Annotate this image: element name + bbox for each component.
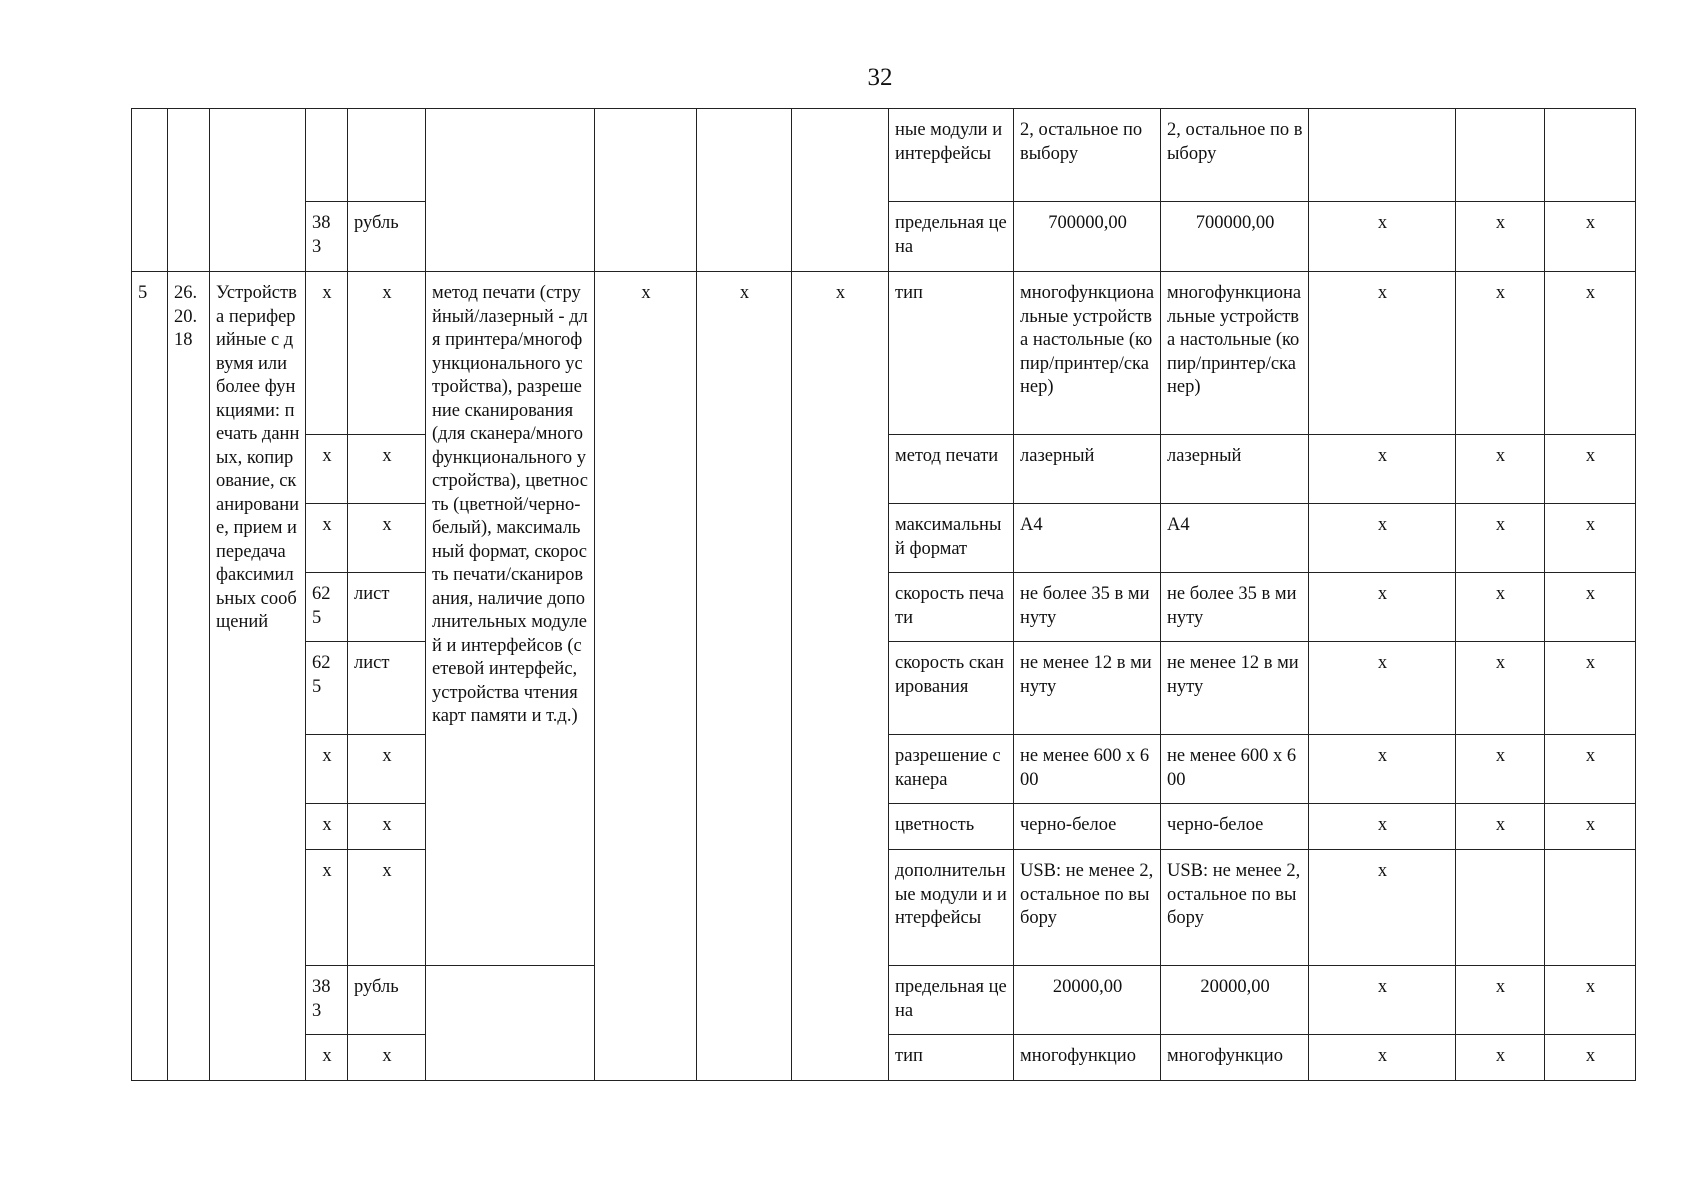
cell-x1: х — [1309, 735, 1456, 804]
cell-value-2: А4 — [1161, 504, 1309, 573]
cell-value-1: USB: не менее 2, остальное по выбору — [1014, 850, 1161, 966]
cell-unit: х — [348, 804, 426, 850]
cell-x1: х — [1309, 1035, 1456, 1081]
cell-code: х — [306, 504, 348, 573]
cell-value-2: лазерный — [1161, 435, 1309, 504]
cell-value-2: не менее 600 х 600 — [1161, 735, 1309, 804]
cell-unit — [348, 109, 426, 202]
cell-x2: х — [1456, 504, 1545, 573]
cell-value-1: 700000,00 — [1014, 202, 1161, 272]
cell-x3: х — [1545, 966, 1636, 1035]
cell-code: х — [306, 1035, 348, 1081]
cell-code: 38 3 — [306, 966, 348, 1035]
cell-code: х — [306, 735, 348, 804]
cell-x2: х — [1456, 642, 1545, 735]
cell-num — [132, 109, 168, 272]
cell-char-name: дополнительные модули и интерфейсы — [889, 850, 1014, 966]
cell-value-2: 2, остальное по выбору — [1161, 109, 1309, 202]
cell-x1: х — [1309, 850, 1456, 966]
cell-col7 — [697, 109, 792, 272]
cell-x1: х — [1309, 202, 1456, 272]
cell-x2: х — [1456, 735, 1545, 804]
cell-x3 — [1545, 109, 1636, 202]
cell-value-2: не менее 12 в минуту — [1161, 642, 1309, 735]
cell-unit: х — [348, 272, 426, 435]
cell-value-2: многофункциональные устройства настольные (копир/принтер/сканер) — [1161, 272, 1309, 435]
cell-unit: х — [348, 850, 426, 966]
cell-x1: х — [1309, 272, 1456, 435]
cell-x2: х — [1456, 202, 1545, 272]
cell-char-name: разрешение сканера — [889, 735, 1014, 804]
cell-desc: метод печати (струйный/лазерный - для принтера/многофункционального устройства), разрешение сканирования (для сканера/многофункционального устройства), цветность (цветной/черно-белый), максимальный формат, скорость печати/сканирования, наличие дополнительных модулей и интерфейсов (сетевой интерфейс, устройства чтения карт памяти и т.д.) — [426, 272, 595, 966]
cell-x1: х — [1309, 435, 1456, 504]
cell-value-1: многофункциональные устройства настольные (копир/принтер/сканер) — [1014, 272, 1161, 435]
cell-value-1: не менее 12 в минуту — [1014, 642, 1161, 735]
cell-col7: х — [697, 272, 792, 1081]
cell-value-1: А4 — [1014, 504, 1161, 573]
cell-value-1: 20000,00 — [1014, 966, 1161, 1035]
cell-char-name: предельная цена — [889, 202, 1014, 272]
cell-x3: х — [1545, 804, 1636, 850]
cell-x3: х — [1545, 272, 1636, 435]
requirements-table — [131, 108, 1636, 1081]
cell-code — [306, 109, 348, 202]
cell-x1: х — [1309, 642, 1456, 735]
cell-desc — [426, 109, 595, 272]
cell-unit: рубль — [348, 966, 426, 1035]
cell-unit: лист — [348, 642, 426, 735]
cell-value-1: 2, остальное по выбору — [1014, 109, 1161, 202]
cell-code: х — [306, 804, 348, 850]
cell-code: х — [306, 850, 348, 966]
cell-x3: х — [1545, 573, 1636, 642]
cell-x1: х — [1309, 573, 1456, 642]
cell-x3: х — [1545, 202, 1636, 272]
cell-char-name: предельная цена — [889, 966, 1014, 1035]
cell-x2 — [1456, 850, 1545, 966]
cell-title: Устройства периферийные с двумя или более функциями: печать данных, копирование, сканирование, прием и передача факсимильных сообщений — [210, 272, 306, 1081]
cell-unit: х — [348, 735, 426, 804]
cell-value-2: многофункцио — [1161, 1035, 1309, 1081]
cell-unit: лист — [348, 573, 426, 642]
cell-col8: х — [792, 272, 889, 1081]
cell-code: 62 5 — [306, 642, 348, 735]
cell-value-2: черно-белое — [1161, 804, 1309, 850]
table-row — [132, 272, 1636, 435]
cell-value-1: не менее 600 х 600 — [1014, 735, 1161, 804]
cell-value-1: многофункцио — [1014, 1035, 1161, 1081]
cell-value-2: не более 35 в минуту — [1161, 573, 1309, 642]
cell-char-name: тип — [889, 1035, 1014, 1081]
cell-okpd: 26. 20. 18 — [168, 272, 210, 1081]
cell-x1: х — [1309, 504, 1456, 573]
cell-x2: х — [1456, 1035, 1545, 1081]
cell-x3: х — [1545, 435, 1636, 504]
cell-num: 5 — [132, 272, 168, 1081]
cell-value-2: 700000,00 — [1161, 202, 1309, 272]
cell-x3: х — [1545, 504, 1636, 573]
cell-unit: х — [348, 435, 426, 504]
cell-code: х — [306, 435, 348, 504]
cell-char-name: метод печати — [889, 435, 1014, 504]
page-number: 32 — [867, 64, 893, 91]
cell-code: х — [306, 272, 348, 435]
cell-col6: х — [595, 272, 697, 1081]
cell-col8 — [792, 109, 889, 272]
cell-x2: х — [1456, 966, 1545, 1035]
table-row — [132, 109, 1636, 202]
cell-desc — [426, 966, 595, 1081]
cell-code: 38 3 — [306, 202, 348, 272]
cell-x2: х — [1456, 435, 1545, 504]
cell-okpd — [168, 109, 210, 272]
cell-unit: х — [348, 504, 426, 573]
cell-x1: х — [1309, 804, 1456, 850]
cell-value-2: USB: не менее 2, остальное по выбору — [1161, 850, 1309, 966]
cell-x2: х — [1456, 573, 1545, 642]
cell-x1: х — [1309, 966, 1456, 1035]
cell-col6 — [595, 109, 697, 272]
cell-x2 — [1456, 109, 1545, 202]
cell-x3: х — [1545, 735, 1636, 804]
cell-char-name: максимальный формат — [889, 504, 1014, 573]
cell-code: 62 5 — [306, 573, 348, 642]
cell-x3 — [1545, 850, 1636, 966]
cell-value-1: черно-белое — [1014, 804, 1161, 850]
cell-value-2: 20000,00 — [1161, 966, 1309, 1035]
cell-x2: х — [1456, 804, 1545, 850]
cell-x1 — [1309, 109, 1456, 202]
cell-unit: х — [348, 1035, 426, 1081]
cell-char-name: скорость печати — [889, 573, 1014, 642]
cell-x2: х — [1456, 272, 1545, 435]
cell-char-name: цветность — [889, 804, 1014, 850]
cell-unit: рубль — [348, 202, 426, 272]
cell-value-1: не более 35 в минуту — [1014, 573, 1161, 642]
cell-char-name: скорость сканирования — [889, 642, 1014, 735]
cell-value-1: лазерный — [1014, 435, 1161, 504]
cell-char-name: тип — [889, 272, 1014, 435]
cell-title — [210, 109, 306, 272]
cell-char-name: ные модули и интерфейсы — [889, 109, 1014, 202]
cell-x3: х — [1545, 1035, 1636, 1081]
cell-x3: х — [1545, 642, 1636, 735]
